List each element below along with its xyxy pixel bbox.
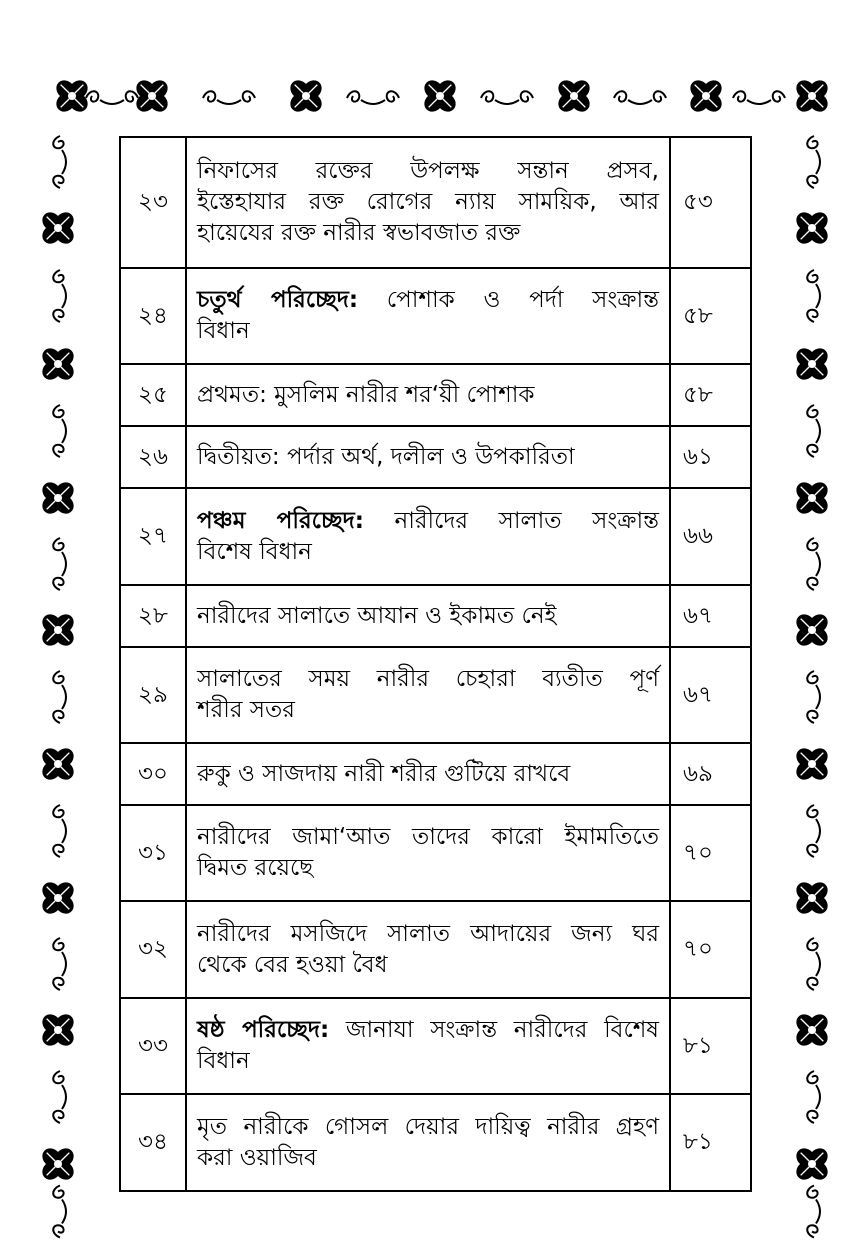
swirl-ornament-icon — [53, 1071, 66, 1123]
table-row — [120, 1094, 751, 1191]
entry-title-text: রুকু ও সাজদায় নারী শরীর গুটিয়ে রাখবে — [197, 760, 571, 787]
entry-number: ২৫ — [120, 364, 186, 426]
entry-title-line — [197, 759, 659, 790]
entry-title-line — [197, 285, 659, 316]
entry-number: ৩২ — [120, 901, 186, 998]
table-row — [120, 743, 751, 805]
swirl-ornament-icon — [53, 938, 66, 990]
swirl-ornament-icon — [53, 1186, 66, 1238]
entry-title — [186, 998, 670, 1094]
entry-title-text: নিফাসের রক্তের উপলক্ষ সন্তান প্রসব, — [197, 158, 659, 184]
flower-ornament-icon — [793, 879, 832, 918]
chapter-heading: ষষ্ঠ পরিচ্ছেদ: — [197, 1017, 330, 1043]
entry-title-text: নারীদের মসজিদে সালাত আদায়ের জন্য ঘর — [197, 920, 659, 947]
entry-title-line — [197, 506, 659, 537]
chapter-heading: চতুর্থ পরিচ্ছেদ: — [197, 287, 359, 313]
table-row — [120, 805, 751, 901]
swirl-ornament-icon — [807, 938, 820, 990]
swirl-ornament-icon — [807, 1071, 820, 1123]
entry-title-text: করা ওয়াজিব — [197, 1144, 317, 1171]
flower-ornament-icon — [793, 209, 832, 248]
page-number: ৫৮ — [670, 268, 751, 364]
page-number: ৫৩ — [670, 137, 751, 268]
flower-ornament-icon — [39, 209, 78, 248]
entry-title-text: দ্বিতীয়ত: পর্দার অর্থ, দলীল ও উপকারিতা — [197, 443, 575, 470]
flower-ornament-icon — [793, 345, 832, 384]
entry-title-line — [197, 537, 659, 568]
flower-ornament-icon — [793, 745, 832, 784]
entry-title-text: নারীদের সালাত সংক্রান্ত — [363, 507, 659, 534]
entry-number: ২৯ — [120, 647, 186, 743]
entry-title-line — [197, 1112, 659, 1143]
flower-ornament-icon — [133, 77, 172, 116]
page-number: ৮১ — [670, 998, 751, 1094]
flower-ornament-icon — [39, 1145, 78, 1184]
entry-title-line — [197, 822, 659, 853]
flower-ornament-icon — [287, 77, 326, 116]
swirl-ornament-icon — [203, 91, 255, 104]
entry-title-line — [197, 380, 659, 411]
entry-title — [186, 268, 670, 364]
table-row — [120, 998, 751, 1094]
swirl-ornament-icon — [347, 91, 399, 104]
swirl-ornament-icon — [733, 91, 785, 104]
flower-ornament-icon — [421, 77, 460, 116]
entry-title-line — [197, 1046, 659, 1077]
flower-ornament-icon — [39, 745, 78, 784]
swirl-ornament-icon — [807, 270, 820, 322]
flower-ornament-icon — [39, 611, 78, 650]
entry-number: ৩০ — [120, 743, 186, 805]
entry-title-line — [197, 950, 659, 981]
entry-title-text: বিধান — [197, 1048, 250, 1074]
entry-title — [186, 1094, 670, 1191]
page-number: ৭০ — [670, 805, 751, 901]
entry-number: ৩৩ — [120, 998, 186, 1094]
swirl-ornament-icon — [807, 136, 820, 188]
entry-title-text: সালাতের সময় নারীর চেহারা ব্যতীত পূর্ণ — [197, 666, 659, 692]
page-number: ৬৬ — [670, 488, 751, 585]
entry-title-line — [197, 442, 659, 473]
flower-ornament-icon — [793, 1011, 832, 1050]
swirl-ornament-icon — [807, 1186, 820, 1238]
page-number: ৬৭ — [670, 647, 751, 743]
flower-ornament-icon — [39, 345, 78, 384]
entry-title-line — [197, 156, 659, 187]
entry-title-text: মৃত নারীকে গোসল দেয়ার দায়িত্ব নারীর গ্রহণ — [197, 1113, 659, 1140]
entry-number: ৩৪ — [120, 1094, 186, 1191]
entry-title-text: নারীদের সালাতে আযান ও ইকামত নেই — [197, 602, 557, 629]
entry-title-text: শরীর সতর — [197, 697, 295, 723]
table-row — [120, 426, 751, 488]
page-number: ৮১ — [670, 1094, 751, 1191]
entry-title-text: হায়েযের রক্ত নারীর স্বভাবজাত রক্ত — [197, 220, 521, 246]
entry-number: ২৭ — [120, 488, 186, 585]
swirl-ornament-icon — [53, 671, 66, 723]
entry-title-line — [197, 1143, 659, 1174]
entry-title — [186, 585, 670, 647]
page-number: ৫৮ — [670, 364, 751, 426]
entry-title — [186, 647, 670, 743]
entry-title-line — [197, 1015, 659, 1046]
flower-ornament-icon — [793, 77, 832, 116]
swirl-ornament-icon — [481, 91, 533, 104]
swirl-ornament-icon — [614, 91, 666, 104]
entry-title — [186, 805, 670, 901]
swirl-ornament-icon — [53, 538, 66, 590]
swirl-ornament-icon — [53, 270, 66, 322]
entry-title — [186, 364, 670, 426]
entry-number: ২৩ — [120, 137, 186, 268]
swirl-ornament-icon — [807, 538, 820, 590]
flower-ornament-icon — [793, 479, 832, 518]
table-row — [120, 364, 751, 426]
entry-title — [186, 137, 670, 268]
flower-ornament-icon — [793, 1145, 832, 1184]
chapter-heading: পঞ্চম পরিচ্ছেদ: — [197, 507, 364, 534]
page-number: ৬৯ — [670, 743, 751, 805]
page-number: ৬১ — [670, 426, 751, 488]
entry-title-line — [197, 664, 659, 695]
flower-ornament-icon — [39, 479, 78, 518]
entry-title-text: বিশেষ বিধান — [197, 538, 312, 565]
table-row — [120, 585, 751, 647]
entry-title-text: নারীদের জামা‘আত তাদের কারো ইমামতিতে — [197, 824, 659, 850]
flower-ornament-icon — [53, 77, 92, 116]
entry-title-line — [197, 853, 659, 884]
entry-number: ২৪ — [120, 268, 186, 364]
page-number: ৬৭ — [670, 585, 751, 647]
entry-title — [186, 488, 670, 585]
flower-ornament-icon — [39, 1011, 78, 1050]
entry-number: ৩১ — [120, 805, 186, 901]
entry-title-text: জানাযা সংক্রান্ত নারীদের বিশেষ — [329, 1017, 659, 1043]
entry-title-text: থেকে বের হওয়া বৈধ — [197, 951, 388, 978]
swirl-ornament-icon — [53, 805, 66, 857]
flower-ornament-icon — [555, 77, 594, 116]
entry-title-line — [197, 695, 659, 726]
entry-title — [186, 743, 670, 805]
entry-title-line — [197, 919, 659, 950]
entry-title-text: পোশাক ও পর্দা সংক্রান্ত — [358, 287, 659, 313]
table-row — [120, 137, 751, 268]
entry-title-text: দ্বিমত রয়েছে — [197, 855, 314, 881]
swirl-ornament-icon — [807, 805, 820, 857]
entry-title-text: বিধান — [197, 318, 250, 344]
entry-title — [186, 901, 670, 998]
table-row — [120, 488, 751, 585]
entry-number: ২৬ — [120, 426, 186, 488]
entry-number: ২৮ — [120, 585, 186, 647]
entry-title-text: ইস্তেহাযার রক্ত রোগের ন্যায় সাময়িক, আর — [197, 189, 659, 215]
flower-ornament-icon — [39, 879, 78, 918]
table-of-contents — [119, 136, 752, 1192]
flower-ornament-icon — [793, 611, 832, 650]
swirl-ornament-icon — [86, 91, 138, 104]
entry-title-line — [197, 316, 659, 347]
flower-ornament-icon — [687, 77, 726, 116]
table-row — [120, 647, 751, 743]
entry-title-line — [197, 601, 659, 632]
table-row — [120, 901, 751, 998]
entry-title — [186, 426, 670, 488]
swirl-ornament-icon — [807, 671, 820, 723]
page-number: ৭০ — [670, 901, 751, 998]
entry-title-line — [197, 218, 659, 249]
entry-title-text: প্রথমত: মুসলিম নারীর শর‘য়ী পোশাক — [197, 381, 535, 408]
swirl-ornament-icon — [53, 405, 66, 457]
swirl-ornament-icon — [807, 405, 820, 457]
entry-title-line — [197, 187, 659, 218]
swirl-ornament-icon — [53, 136, 66, 188]
table-row — [120, 268, 751, 364]
toc-body — [120, 137, 751, 1191]
